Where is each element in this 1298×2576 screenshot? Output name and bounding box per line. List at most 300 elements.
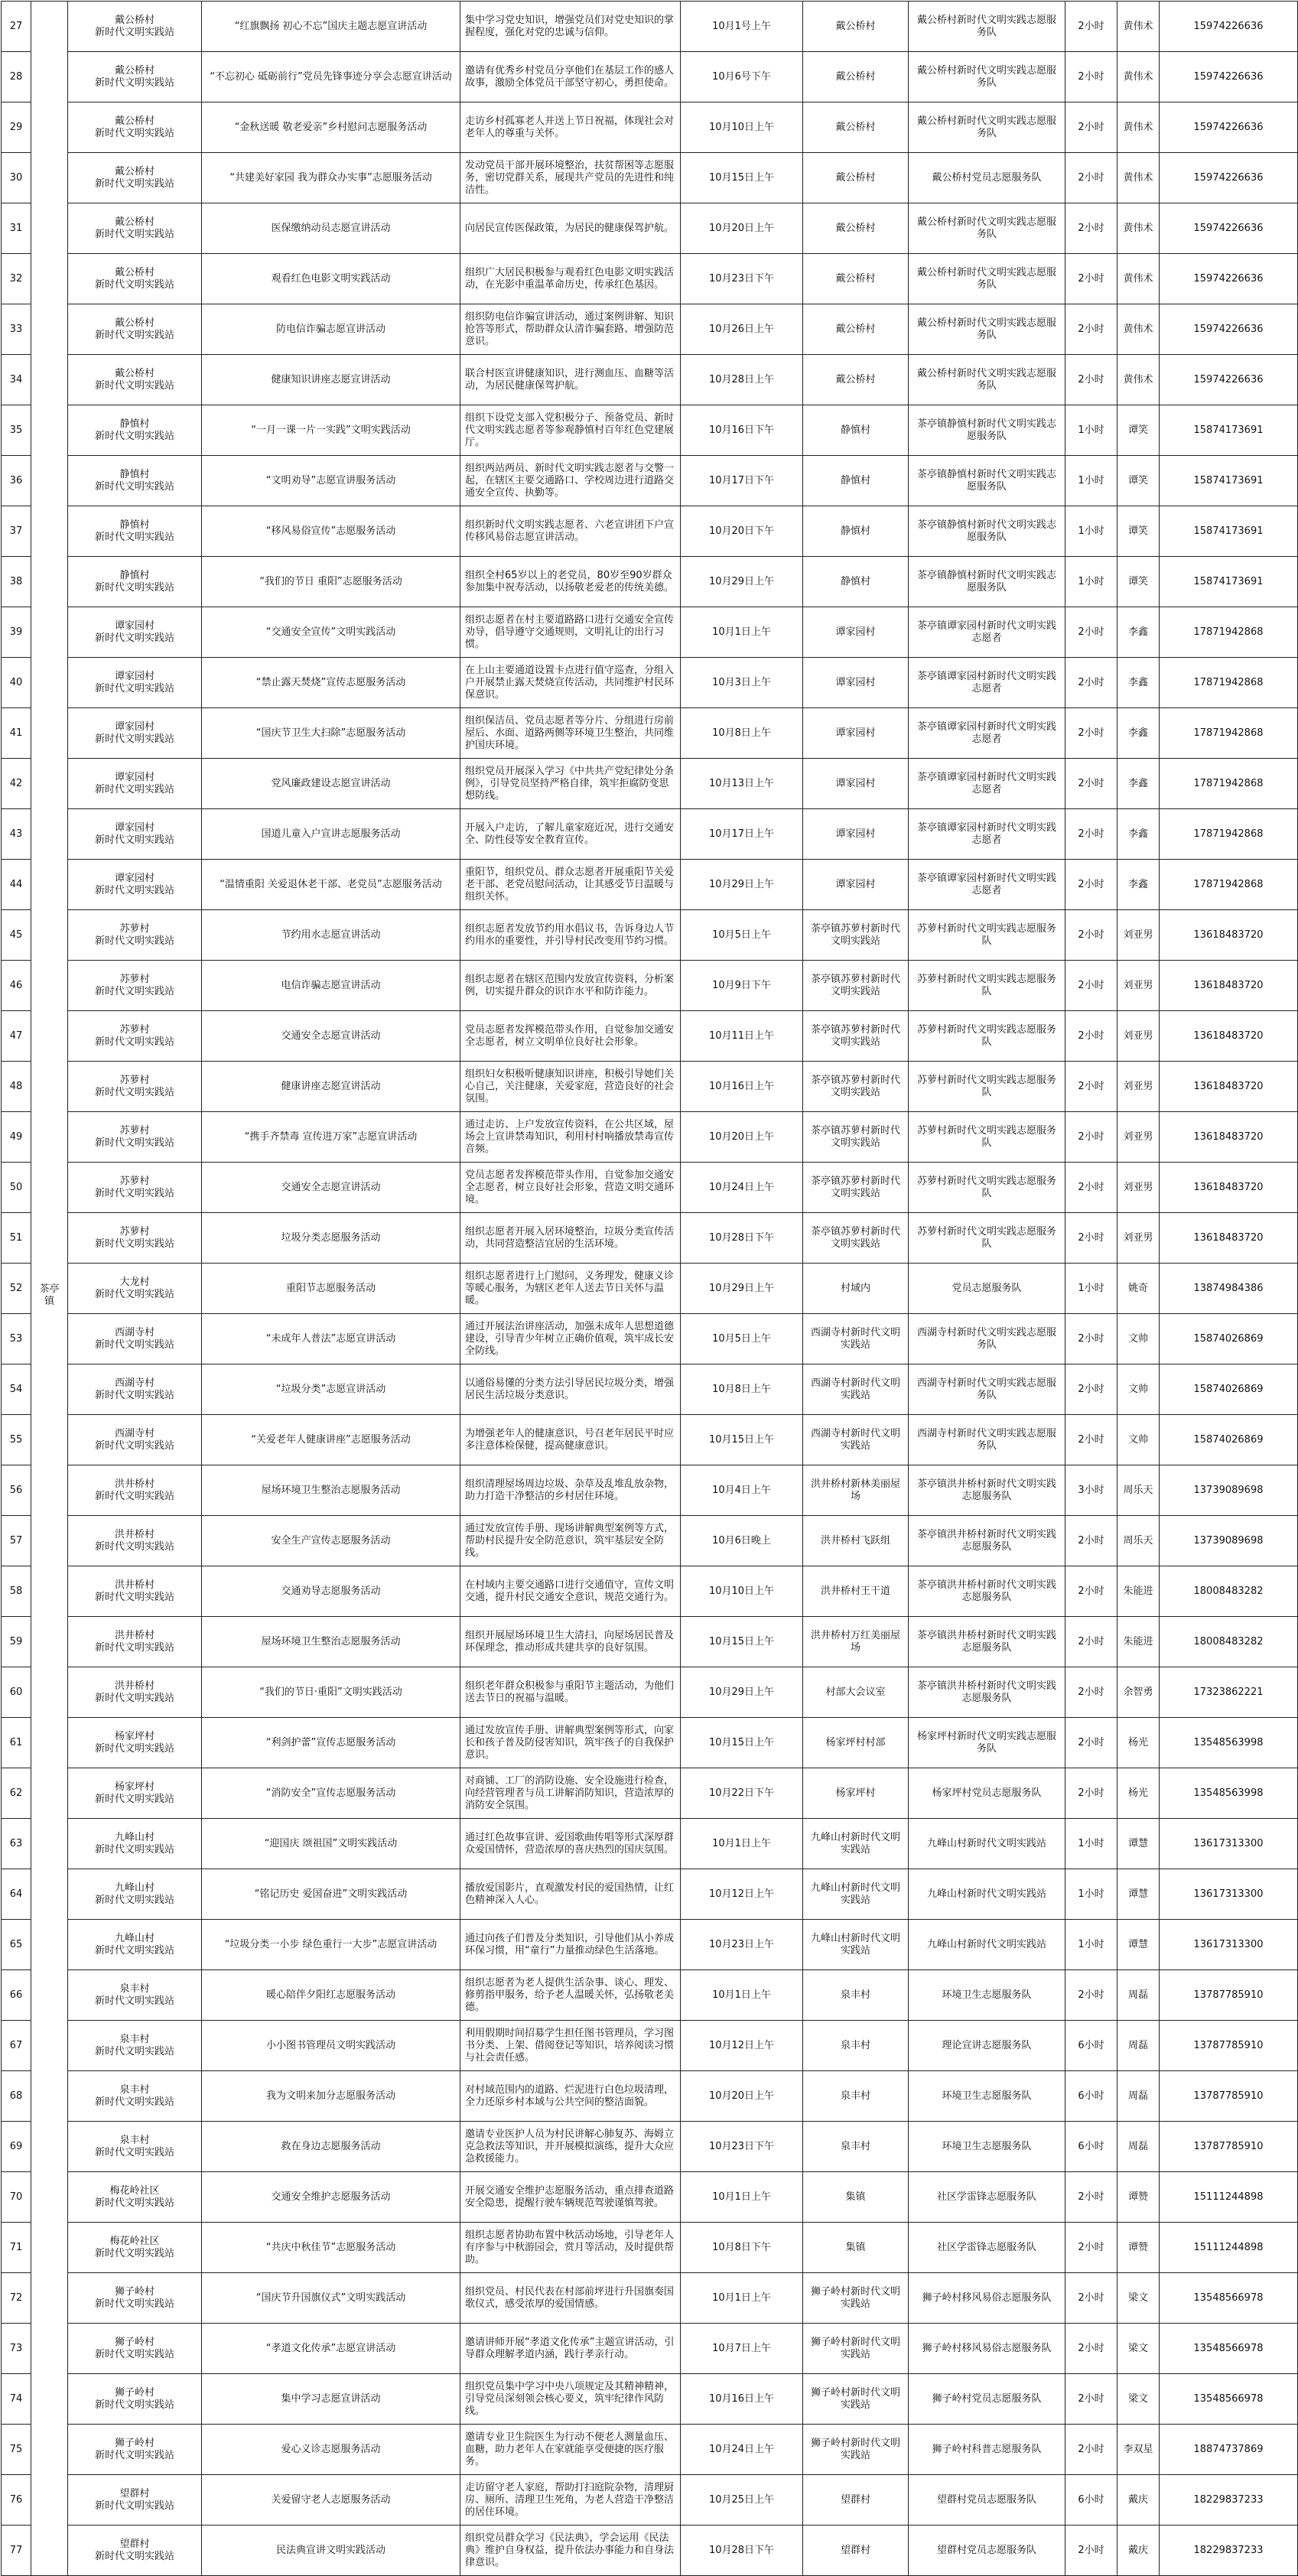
activity-place-cell: 谭家园村 <box>803 658 909 708</box>
unit-cell: 西湖寺村 新时代文明实践站 <box>68 1364 202 1415</box>
activity-name-cell: “移风易俗宣传”志愿服务活动 <box>202 506 460 557</box>
unit-cell: 泉丰村 新时代文明实践站 <box>68 2021 202 2071</box>
volunteer-team-cell: 茶亭镇谭家园村新时代文明实践志愿者 <box>909 759 1065 809</box>
activity-place-cell: 狮子岭村新时代文明实践站 <box>803 2324 909 2374</box>
table-row <box>2 1768 1298 1819</box>
unit-cell: 狮子岭村 新时代文明实践站 <box>68 2374 202 2425</box>
unit-cell: 苏萝村 新时代文明实践站 <box>68 1011 202 1062</box>
town-label: 茶亭镇 <box>39 1283 60 1307</box>
activity-name-cell: “利剑护蕾”宣传志愿服务活动 <box>202 1718 460 1768</box>
activity-place-cell: 静慎村 <box>803 405 909 456</box>
table-row <box>2 910 1298 961</box>
unit-cell: 静慎村 新时代文明实践站 <box>68 456 202 506</box>
activity-place-cell: 茶亭镇苏萝村新时代文明实践站 <box>803 1062 909 1112</box>
activity-time-cell: 10月5日上午 <box>681 910 803 961</box>
activity-content-cell: 组织志愿者发放节约用水倡议书，告诉身边人节约用水的重要性，并引导村民改变用节约习惯。 <box>460 910 681 961</box>
unit-cell: 狮子岭村 新时代文明实践站 <box>68 2324 202 2374</box>
activity-time-cell: 10月23日上午 <box>681 1920 803 1970</box>
duration-cell: 2小时 <box>1065 1415 1117 1465</box>
table-row <box>2 1718 1298 1768</box>
activity-name-cell: “迎国庆 颂祖国”文明实践活动 <box>202 1819 460 1869</box>
table-row <box>2 102 1298 153</box>
duration-cell: 2小时 <box>1065 961 1117 1011</box>
volunteer-team-cell: 茶亭镇谭家园村新时代文明实践志愿者 <box>909 809 1065 860</box>
activity-place-cell: 集镇 <box>803 2223 909 2273</box>
activity-time-cell: 10月23日下午 <box>681 2122 803 2172</box>
activity-time-cell: 10月8日上午 <box>681 708 803 759</box>
table-row <box>2 860 1298 910</box>
activity-place-cell: 集镇 <box>803 2172 909 2223</box>
unit-cell: 泉丰村 新时代文明实践站 <box>68 2122 202 2172</box>
volunteer-team-cell: 九峰山村新时代文明实践站 <box>909 1920 1065 1970</box>
contact-person-cell: 梁文 <box>1117 2374 1160 2425</box>
contact-person-cell: 李鑫 <box>1117 759 1160 809</box>
unit-cell: 谭家园村 新时代文明实践站 <box>68 759 202 809</box>
duration-cell: 2小时 <box>1065 1062 1117 1112</box>
contact-person-cell: 谭慧 <box>1117 1920 1160 1970</box>
volunteer-team-cell: 戴公桥村新时代文明实践志愿服务队 <box>909 203 1065 254</box>
activity-name-cell: 垃圾分类志愿服务活动 <box>202 1213 460 1264</box>
phone-cell: 13548563998 <box>1160 1768 1298 1819</box>
unit-cell: 静慎村 新时代文明实践站 <box>68 557 202 607</box>
row-number-cell: 38 <box>2 557 31 607</box>
volunteer-team-cell: 狮子岭村科普志愿服务队 <box>909 2425 1065 2475</box>
phone-cell: 13548563998 <box>1160 1718 1298 1768</box>
contact-person-cell: 李鑫 <box>1117 607 1160 658</box>
activity-name-cell: 交通安全志愿宣讲活动 <box>202 1163 460 1213</box>
unit-cell: 苏萝村 新时代文明实践站 <box>68 1213 202 1264</box>
contact-person-cell: 戴庆 <box>1117 2526 1160 2576</box>
contact-person-cell: 余智勇 <box>1117 1667 1160 1718</box>
activity-time-cell: 10月22日下午 <box>681 1768 803 1819</box>
row-number-cell: 60 <box>2 1667 31 1718</box>
phone-cell: 15974226636 <box>1160 355 1298 405</box>
town-cell <box>31 2 68 2576</box>
contact-person-cell: 李鑫 <box>1117 658 1160 708</box>
volunteer-team-cell: 理论宣讲志愿服务队 <box>909 2021 1065 2071</box>
row-number-cell: 69 <box>2 2122 31 2172</box>
activity-name-cell: “国庆节升国旗仪式”文明实践活动 <box>202 2273 460 2324</box>
phone-cell: 15111244898 <box>1160 2172 1298 2223</box>
activity-name-cell: 健康讲座志愿宣讲活动 <box>202 1062 460 1112</box>
row-number-cell: 54 <box>2 1364 31 1415</box>
activity-name-cell: 小小图书管理员文明实践活动 <box>202 2021 460 2071</box>
activity-time-cell: 10月12日上午 <box>681 1869 803 1920</box>
contact-person-cell: 杨光 <box>1117 1718 1160 1768</box>
unit-cell: 谭家园村 新时代文明实践站 <box>68 658 202 708</box>
activity-place-cell: 西湖寺村新时代文明实践站 <box>803 1415 909 1465</box>
activity-time-cell: 10月28日上午 <box>681 355 803 405</box>
duration-cell: 2小时 <box>1065 759 1117 809</box>
activity-name-cell: 救在身边志愿服务活动 <box>202 2122 460 2172</box>
table-row <box>2 708 1298 759</box>
unit-cell: 九峰山村 新时代文明实践站 <box>68 1920 202 1970</box>
activity-content-cell: 组织老年群众积极参与重阳节主题活动，为他们送去节日的祝福与温暖。 <box>460 1667 681 1718</box>
table-row <box>2 1970 1298 2021</box>
activity-time-cell: 10月5日上午 <box>681 1314 803 1364</box>
activity-content-cell: 利用假期时间招募学生担任图书管理员，学习图书分类、上架、借阅登记等知识，培养阅读习惯与社会责任感。 <box>460 2021 681 2071</box>
volunteer-team-cell: 苏萝村新时代文明实践志愿服务队 <box>909 1163 1065 1213</box>
activity-name-cell: “禁止露天焚烧”宣传志愿服务活动 <box>202 658 460 708</box>
table-row <box>2 961 1298 1011</box>
duration-cell: 2小时 <box>1065 355 1117 405</box>
activity-content-cell: 组织志愿者开展入居环境整治，垃圾分类宣传活动，共同营造整洁宜居的生活环境。 <box>460 1213 681 1264</box>
table-row <box>2 203 1298 254</box>
activity-place-cell: 戴公桥村 <box>803 2 909 52</box>
row-number-cell: 67 <box>2 2021 31 2071</box>
activity-content-cell: 组织保洁员、党员志愿者等分片、分组进行房前屋后、水面、道路两侧等环境卫生整治，共同维护国庆环境。 <box>460 708 681 759</box>
row-number-cell: 73 <box>2 2324 31 2374</box>
duration-cell: 2小时 <box>1065 910 1117 961</box>
table-row <box>2 1415 1298 1465</box>
activity-content-cell: 走访留守老人家庭，帮助打扫庭院杂物，清理厨房、厕所、清理卫生死角，为老人营造干净整洁的居住环境。 <box>460 2475 681 2526</box>
activity-time-cell: 10月16日上午 <box>681 1062 803 1112</box>
volunteer-team-cell: 茶亭镇洪井桥村新时代文明实践志愿服务队 <box>909 1667 1065 1718</box>
activity-name-cell: “我们的节日 重阳”志愿服务活动 <box>202 557 460 607</box>
volunteer-team-cell: 苏萝村新时代文明实践志愿服务队 <box>909 910 1065 961</box>
duration-cell: 1小时 <box>1065 1920 1117 1970</box>
duration-cell: 2小时 <box>1065 809 1117 860</box>
activity-place-cell: 谭家园村 <box>803 860 909 910</box>
contact-person-cell: 朱能进 <box>1117 1566 1160 1617</box>
duration-cell: 2小时 <box>1065 304 1117 355</box>
row-number-cell: 47 <box>2 1011 31 1062</box>
phone-cell: 17871942868 <box>1160 860 1298 910</box>
phone-cell: 13618483720 <box>1160 1062 1298 1112</box>
activity-time-cell: 10月8日上午 <box>681 1364 803 1415</box>
row-number-cell: 58 <box>2 1566 31 1617</box>
row-number-cell: 29 <box>2 102 31 153</box>
activity-name-cell: “垃圾分类”志愿宣讲活动 <box>202 1364 460 1415</box>
activity-name-cell: “温情重阳 关爱退休老干部、老党员”志愿服务活动 <box>202 860 460 910</box>
row-number-cell: 52 <box>2 1264 31 1314</box>
row-number-cell: 44 <box>2 860 31 910</box>
activity-content-cell: 通过向孩子们普及分类知识，引导他们从小养成环保习惯，用“童行”力量推动绿色生活落地。 <box>460 1920 681 1970</box>
table-row <box>2 254 1298 304</box>
row-number-cell: 74 <box>2 2374 31 2425</box>
table-row <box>2 2526 1298 2576</box>
unit-cell: 戴公桥村 新时代文明实践站 <box>68 304 202 355</box>
duration-cell: 1小时 <box>1065 1819 1117 1869</box>
activity-content-cell: 通过发放宣传手册、讲解典型案例等形式，向家长和孩子普及防侵害知识，筑牢孩子的自我保护意识。 <box>460 1718 681 1768</box>
activity-name-cell: 重阳节志愿服务活动 <box>202 1264 460 1314</box>
activity-content-cell: 组织开展屋场环境卫生大清扫，向屋场居民普及环保理念，推动形成共建共享的良好氛围。 <box>460 1617 681 1667</box>
table-row <box>2 1112 1298 1163</box>
contact-person-cell: 黄伟术 <box>1117 355 1160 405</box>
activity-content-cell: 联合村医宣讲健康知识，进行测血压、血糖等活动，为居民健康保驾护航。 <box>460 355 681 405</box>
activity-name-cell: “文明劝导”志愿宣讲服务活动 <box>202 456 460 506</box>
phone-cell: 13548566978 <box>1160 2374 1298 2425</box>
contact-person-cell: 谭笑 <box>1117 405 1160 456</box>
row-number-cell: 32 <box>2 254 31 304</box>
phone-cell: 15874026869 <box>1160 1364 1298 1415</box>
phone-cell: 18008483282 <box>1160 1566 1298 1617</box>
unit-cell: 洪井桥村 新时代文明实践站 <box>68 1516 202 1566</box>
duration-cell: 2小时 <box>1065 2172 1117 2223</box>
unit-cell: 望群村 新时代文明实践站 <box>68 2475 202 2526</box>
duration-cell: 1小时 <box>1065 405 1117 456</box>
activity-time-cell: 10月1号上午 <box>681 2 803 52</box>
table-row <box>2 456 1298 506</box>
contact-person-cell: 黄伟术 <box>1117 203 1160 254</box>
activity-place-cell: 谭家园村 <box>803 809 909 860</box>
activity-content-cell: 向居民宣传医保政策，为居民的健康保驾护航。 <box>460 203 681 254</box>
unit-cell: 杨家坪村 新时代文明实践站 <box>68 1768 202 1819</box>
table-row <box>2 2 1298 52</box>
duration-cell: 2小时 <box>1065 102 1117 153</box>
activity-place-cell: 西湖寺村新时代文明实践站 <box>803 1314 909 1364</box>
volunteer-team-cell: 西湖寺村新时代文明实践志愿服务队 <box>909 1314 1065 1364</box>
row-number-cell: 45 <box>2 910 31 961</box>
phone-cell: 15974226636 <box>1160 102 1298 153</box>
duration-cell: 2小时 <box>1065 203 1117 254</box>
activity-name-cell: “携手齐禁毒 宣传进万家”志愿宣讲活动 <box>202 1112 460 1163</box>
volunteer-team-cell: 茶亭镇洪井桥村新时代文明实践志愿服务队 <box>909 1566 1065 1617</box>
activity-place-cell: 洪井桥村万红美丽屋场 <box>803 1617 909 1667</box>
table-row <box>2 1566 1298 1617</box>
contact-person-cell: 周磊 <box>1117 2021 1160 2071</box>
unit-cell: 谭家园村 新时代文明实践站 <box>68 708 202 759</box>
row-number-cell: 70 <box>2 2172 31 2223</box>
phone-cell: 13787785910 <box>1160 1970 1298 2021</box>
table-row <box>2 658 1298 708</box>
activity-content-cell: 邀请讲师开展“孝道文化传承”主题宣讲活动，引导群众理解孝道内涵，践行孝亲行动。 <box>460 2324 681 2374</box>
activity-content-cell: 组织志愿者进行上门慰问，义务理发，健康义诊等暖心服务，为辖区老年人送去节日关怀与温暖。 <box>460 1264 681 1314</box>
phone-cell: 15111244898 <box>1160 2223 1298 2273</box>
duration-cell: 3小时 <box>1065 1465 1117 1516</box>
activity-place-cell: 戴公桥村 <box>803 203 909 254</box>
activity-time-cell: 10月28日下午 <box>681 2526 803 2576</box>
unit-cell: 戴公桥村 新时代文明实践站 <box>68 203 202 254</box>
duration-cell: 1小时 <box>1065 456 1117 506</box>
contact-person-cell: 杨光 <box>1117 1768 1160 1819</box>
activity-content-cell: 邀请有优秀乡村党员分享他们在基层工作的感人故事，激励全体党员干部坚守初心，勇担使命。 <box>460 52 681 102</box>
row-number-cell: 31 <box>2 203 31 254</box>
unit-cell: 苏萝村 新时代文明实践站 <box>68 1112 202 1163</box>
activity-place-cell: 九峰山村新时代文明实践站 <box>803 1920 909 1970</box>
phone-cell: 15874026869 <box>1160 1314 1298 1364</box>
contact-person-cell: 梁文 <box>1117 2324 1160 2374</box>
activity-name-cell: 交通劝导志愿服务活动 <box>202 1566 460 1617</box>
table-row <box>2 2223 1298 2273</box>
duration-cell: 2小时 <box>1065 1314 1117 1364</box>
unit-cell: 戴公桥村 新时代文明实践站 <box>68 355 202 405</box>
activity-place-cell: 茶亭镇苏萝村新时代文明实践站 <box>803 1011 909 1062</box>
unit-cell: 九峰山村 新时代文明实践站 <box>68 1819 202 1869</box>
volunteer-team-cell: 茶亭镇谭家园村新时代文明实践志愿者 <box>909 607 1065 658</box>
activity-content-cell: 组织两站两员、新时代文明实践志愿者与交警一起，在辖区主要交通路口、学校周边进行道路交通安全宣传、执勤等。 <box>460 456 681 506</box>
activity-name-cell: “关爱老年人健康讲座”志愿服务活动 <box>202 1415 460 1465</box>
activity-time-cell: 10月29日上午 <box>681 860 803 910</box>
volunteer-team-cell: 茶亭镇静慎村新时代文明实践志愿服务队 <box>909 456 1065 506</box>
row-number-cell: 36 <box>2 456 31 506</box>
table-row <box>2 2273 1298 2324</box>
volunteer-team-cell: 戴公桥村新时代文明实践志愿服务队 <box>909 304 1065 355</box>
duration-cell: 1小时 <box>1065 557 1117 607</box>
volunteer-team-cell: 茶亭镇谭家园村新时代文明实践志愿者 <box>909 658 1065 708</box>
activity-time-cell: 10月9日下午 <box>681 961 803 1011</box>
activity-time-cell: 10月1日上午 <box>681 2273 803 2324</box>
activity-table <box>1 1 1298 2576</box>
activity-place-cell: 茶亭镇苏萝村新时代文明实践站 <box>803 1163 909 1213</box>
activity-name-cell: 屋场环境卫生整治志愿服务活动 <box>202 1465 460 1516</box>
unit-cell: 洪井桥村 新时代文明实践站 <box>68 1667 202 1718</box>
volunteer-team-cell: 党员志愿服务队 <box>909 1264 1065 1314</box>
activity-place-cell: 戴公桥村 <box>803 355 909 405</box>
activity-place-cell: 静慎村 <box>803 506 909 557</box>
table-row <box>2 1465 1298 1516</box>
unit-cell: 梅花岭社区 新时代文明实践站 <box>68 2172 202 2223</box>
table-row <box>2 1667 1298 1718</box>
contact-person-cell: 谭赞 <box>1117 2172 1160 2223</box>
activity-name-cell: “未成年人普法”志愿宣讲活动 <box>202 1314 460 1364</box>
unit-cell: 苏萝村 新时代文明实践站 <box>68 1062 202 1112</box>
activity-place-cell: 泉丰村 <box>803 2122 909 2172</box>
contact-person-cell: 刘亚男 <box>1117 1163 1160 1213</box>
contact-person-cell: 黄伟术 <box>1117 52 1160 102</box>
activity-content-cell: 播放爱国影片，直观激发村民的爱国热情，让红色精神深入人心。 <box>460 1869 681 1920</box>
table-row <box>2 1364 1298 1415</box>
row-number-cell: 64 <box>2 1869 31 1920</box>
activity-content-cell: 通过发放宣传手册、现场讲解典型案例等方式，帮助村民提升安全防范意识，筑牢基层安全防线。 <box>460 1516 681 1566</box>
contact-person-cell: 李双星 <box>1117 2425 1160 2475</box>
contact-person-cell: 刘亚男 <box>1117 910 1160 961</box>
contact-person-cell: 谭赞 <box>1117 2223 1160 2273</box>
activity-place-cell: 洪井桥村新林美丽屋场 <box>803 1465 909 1516</box>
row-number-cell: 71 <box>2 2223 31 2273</box>
table-row <box>2 557 1298 607</box>
contact-person-cell: 黄伟术 <box>1117 304 1160 355</box>
table-row <box>2 2172 1298 2223</box>
table-row <box>2 2021 1298 2071</box>
phone-cell: 13618483720 <box>1160 1011 1298 1062</box>
activity-place-cell: 谭家园村 <box>803 607 909 658</box>
contact-person-cell: 李鑫 <box>1117 860 1160 910</box>
contact-person-cell: 黄伟术 <box>1117 254 1160 304</box>
activity-time-cell: 10月29日上午 <box>681 1667 803 1718</box>
volunteer-team-cell: 戴公桥村党员志愿服务队 <box>909 153 1065 203</box>
table-row <box>2 355 1298 405</box>
activity-place-cell: 洪井桥村王干道 <box>803 1566 909 1617</box>
activity-time-cell: 10月16日上午 <box>681 2374 803 2425</box>
duration-cell: 6小时 <box>1065 2122 1117 2172</box>
row-number-cell: 49 <box>2 1112 31 1163</box>
activity-content-cell: 组织全村65岁以上的老党员，80岁至90岁群众参加集中祝寿活动，以扬敬老爱老的传统美德。 <box>460 557 681 607</box>
duration-cell: 2小时 <box>1065 1011 1117 1062</box>
activity-name-cell: “红旗飘扬 初心不忘”国庆主题志愿宣讲活动 <box>202 2 460 52</box>
volunteer-team-cell: 环境卫生志愿服务队 <box>909 2122 1065 2172</box>
activity-place-cell: 戴公桥村 <box>803 102 909 153</box>
volunteer-team-cell: 茶亭镇洪井桥村新时代文明实践志愿服务队 <box>909 1516 1065 1566</box>
activity-content-cell: 开展入户走访，了解儿童家庭近况，进行交通安全、防性侵等安全教育宣传。 <box>460 809 681 860</box>
row-number-cell: 37 <box>2 506 31 557</box>
duration-cell: 2小时 <box>1065 1617 1117 1667</box>
phone-cell: 13787785910 <box>1160 2021 1298 2071</box>
phone-cell: 13618483720 <box>1160 961 1298 1011</box>
contact-person-cell: 谭慧 <box>1117 1819 1160 1869</box>
duration-cell: 2小时 <box>1065 1516 1117 1566</box>
activity-name-cell: 关爱留守老人志愿服务活动 <box>202 2475 460 2526</box>
activity-time-cell: 10月10日上午 <box>681 1566 803 1617</box>
activity-content-cell: 组织广大居民积极参与观看红色电影文明实践活动，在光影中重温革命历史，传承红色基因。 <box>460 254 681 304</box>
activity-place-cell: 泉丰村 <box>803 1970 909 2021</box>
activity-place-cell: 静慎村 <box>803 557 909 607</box>
contact-person-cell: 文帅 <box>1117 1364 1160 1415</box>
table-row <box>2 1869 1298 1920</box>
activity-name-cell: “垃圾分类一小步 绿色重行一大步”志愿宣讲活动 <box>202 1920 460 1970</box>
activity-name-cell: 电信诈骗志愿宣讲活动 <box>202 961 460 1011</box>
activity-content-cell: 走访乡村孤寡老人并送上节日祝福，体现社会对老年人的尊重与关怀。 <box>460 102 681 153</box>
phone-cell: 15974226636 <box>1160 153 1298 203</box>
duration-cell: 2小时 <box>1065 52 1117 102</box>
row-number-cell: 28 <box>2 52 31 102</box>
duration-cell: 2小时 <box>1065 1667 1117 1718</box>
unit-cell: 泉丰村 新时代文明实践站 <box>68 2071 202 2122</box>
contact-person-cell: 李鑫 <box>1117 708 1160 759</box>
table-row <box>2 1516 1298 1566</box>
volunteer-team-cell: 戴公桥村新时代文明实践志愿服务队 <box>909 355 1065 405</box>
unit-cell: 静慎村 新时代文明实践站 <box>68 405 202 456</box>
activity-name-cell: “一月一课一片一实践”文明实践活动 <box>202 405 460 456</box>
activity-place-cell: 戴公桥村 <box>803 304 909 355</box>
phone-cell: 15974226636 <box>1160 304 1298 355</box>
volunteer-team-cell: 西湖寺村新时代文明实践志愿服务队 <box>909 1415 1065 1465</box>
table-row <box>2 2071 1298 2122</box>
activity-name-cell: “不忘初心 砥砺前行”党员先锋事迹分享会志愿宣讲活动 <box>202 52 460 102</box>
activity-name-cell: 观看红色电影文明实践活动 <box>202 254 460 304</box>
activity-content-cell: 重阳节，组织党员、群众志愿者开展重阳节关爱老干部、老党员慰问活动，让其感受节日温暖与组织关怀。 <box>460 860 681 910</box>
unit-cell: 戴公桥村 新时代文明实践站 <box>68 102 202 153</box>
phone-cell: 15874026869 <box>1160 1415 1298 1465</box>
contact-person-cell: 黄伟术 <box>1117 153 1160 203</box>
activity-place-cell: 茶亭镇苏萝村新时代文明实践站 <box>803 1213 909 1264</box>
contact-person-cell: 文帅 <box>1117 1415 1160 1465</box>
activity-place-cell: 谭家园村 <box>803 708 909 759</box>
table-row <box>2 1314 1298 1364</box>
contact-person-cell: 周乐天 <box>1117 1465 1160 1516</box>
activity-time-cell: 10月17日上午 <box>681 809 803 860</box>
activity-place-cell: 西湖寺村新时代文明实践站 <box>803 1364 909 1415</box>
duration-cell: 2小时 <box>1065 658 1117 708</box>
table-row <box>2 1819 1298 1869</box>
volunteer-team-cell: 九峰山村新时代文明实践站 <box>909 1819 1065 1869</box>
volunteer-team-cell: 西湖寺村新时代文明实践志愿服务队 <box>909 1364 1065 1415</box>
row-number-cell: 51 <box>2 1213 31 1264</box>
volunteer-team-cell: 茶亭镇谭家园村新时代文明实践志愿者 <box>909 708 1065 759</box>
activity-place-cell: 村域内 <box>803 1264 909 1314</box>
activity-place-cell: 狮子岭村新时代文明实践站 <box>803 2374 909 2425</box>
activity-content-cell: 组织党员集中学习中央八项规定及其精神精神，引导党员深刻领会核心要义，筑牢纪律作风防线。 <box>460 2374 681 2425</box>
activity-place-cell: 茶亭镇苏萝村新时代文明实践站 <box>803 1112 909 1163</box>
duration-cell: 2小时 <box>1065 2273 1117 2324</box>
activity-time-cell: 10月1日上午 <box>681 1970 803 2021</box>
row-number-cell: 57 <box>2 1516 31 1566</box>
volunteer-team-cell: 戴公桥村新时代文明实践志愿服务队 <box>909 52 1065 102</box>
phone-cell: 17871942868 <box>1160 809 1298 860</box>
volunteer-team-cell: 茶亭镇静慎村新时代文明实践志愿服务队 <box>909 506 1065 557</box>
phone-cell: 15974226636 <box>1160 2 1298 52</box>
activity-content-cell: 通过红色故事宣讲、爱国歌曲传唱等形式深厚群众爱国情怀，营造浓厚的喜庆热烈的国庆氛围。 <box>460 1819 681 1869</box>
activity-place-cell: 望群村 <box>803 2526 909 2576</box>
activity-time-cell: 10月3日上午 <box>681 658 803 708</box>
unit-cell: 泉丰村 新时代文明实践站 <box>68 1970 202 2021</box>
activity-content-cell: 发动党员干部开展环境整治，扶贫帮困等志愿服务，密切党群关系，展现共产党员的先进性和纯洁性。 <box>460 153 681 203</box>
volunteer-team-cell: 狮子岭村移风易俗志愿服务队 <box>909 2324 1065 2374</box>
activity-content-cell: 组织下设党支部入党积极分子、预备党员、新时代文明实践志愿者等参观静慎村百年红色党建展厅。 <box>460 405 681 456</box>
activity-time-cell: 10月12日上午 <box>681 2021 803 2071</box>
activity-content-cell: 通过开展法治讲座活动，加强未成年人思想道德建设，引导青少年树立正确价值观，筑牢成长安全防线。 <box>460 1314 681 1364</box>
activity-content-cell: 在村域内主要交通路口进行交通值守，宣传文明交通，提升村民交通安全意识，规范交通行为。 <box>460 1566 681 1617</box>
